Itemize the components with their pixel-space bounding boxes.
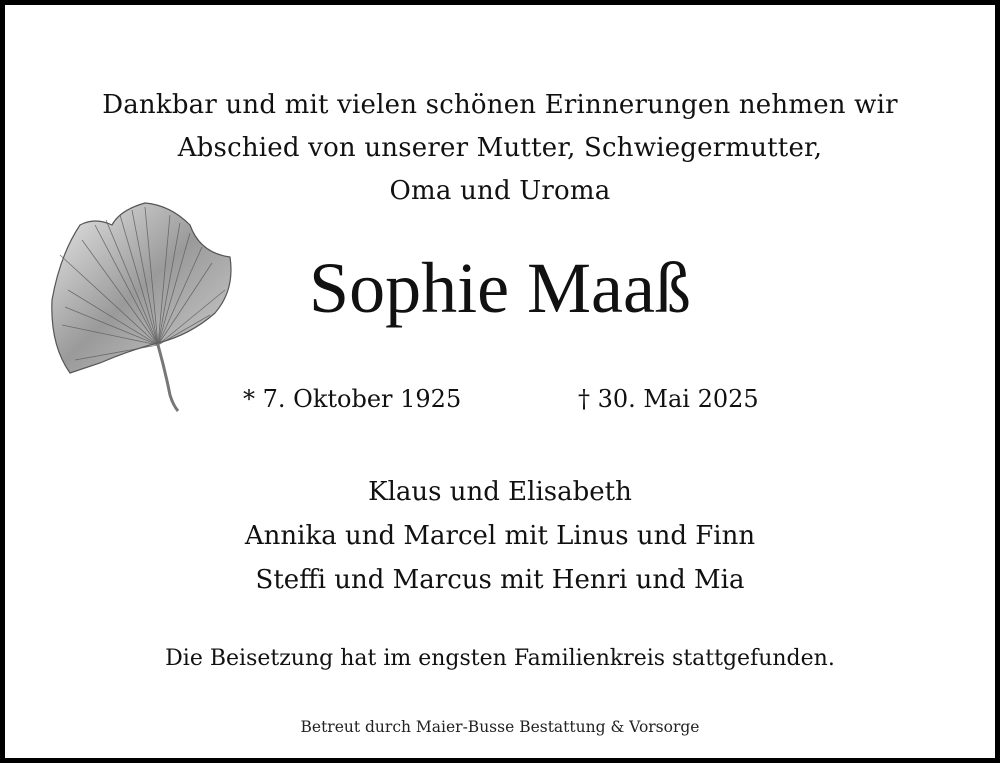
intro-line: Dankbar und mit vielen schönen Erinnerungen nehmen wir: [102, 90, 898, 120]
deceased-name: Sophie Maaß: [309, 248, 691, 328]
burial-notice: Die Beisetzung hat im engsten Familienkreis stattgefunden.: [165, 646, 835, 671]
undertaker-credit: Betreut durch Maier-Busse Bestattung & Vorsorge: [300, 718, 700, 736]
intro-text: [0, 84, 1000, 213]
intro-line: Abschied von unserer Mutter, Schwiegermutter,: [177, 133, 823, 163]
birth-date: * 7. Oktober 1925: [243, 385, 462, 413]
death-date: † 30. Mai 2025: [578, 385, 759, 413]
intro-line: Oma und Uroma: [389, 176, 611, 206]
family-line: Annika und Marcel mit Linus und Finn: [244, 521, 756, 551]
family-line: Steffi und Marcus mit Henri und Mia: [255, 565, 745, 595]
family-line: Klaus und Elisabeth: [368, 477, 632, 507]
family-list: [0, 470, 1000, 602]
